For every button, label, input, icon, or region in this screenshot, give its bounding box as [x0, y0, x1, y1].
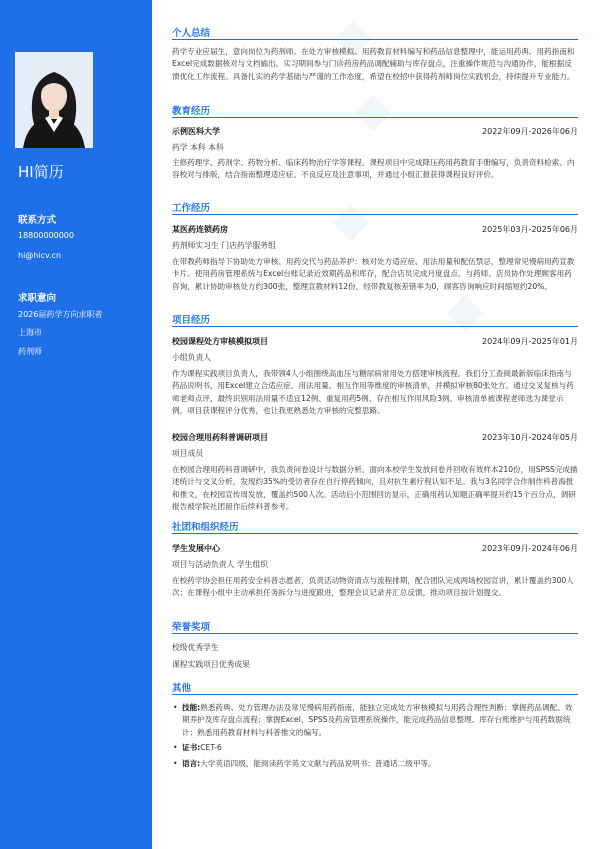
section-work-heading — [172, 199, 578, 215]
main-content — [152, 0, 600, 849]
school-name: 示例医科大学 — [172, 127, 220, 136]
project-row — [172, 432, 578, 444]
work-text: 在带教药师指导下协助处方审核、用药交代与药品养护：核对处方适应症、用法用量和配伍禁忌，整理常见慢病用药宣教卡片。使用药房管理系统与Excel台账记录近效期药品和库存，配合店员完成月度盘点。与药师、店员协作处理顾客用药咨询，累计协助审核处方约300张，整理宣教材料12份，经带教复核差错率为0，顾客咨询响应时间缩短约20%。 — [172, 257, 575, 291]
honor-item: 课程实践项目优秀成果 — [172, 660, 250, 669]
campus-role: 项目与活动负责人 学生组织 — [172, 560, 269, 569]
others-item: • 技能:熟悉药典、处方管理办法及常见慢病用药指南，能独立完成处方审核模拟与用药合理性判断；掌握药品调配、效期养护及库存盘点流程；掌握Excel、SPSS及药房管理系统操作，能完成药品信息整理、库存台账维护与用药数据统计；熟悉用药教育材料与科普推文的编写。 — [172, 702, 578, 739]
intent-position: 药剂师 — [18, 347, 42, 356]
education-text: 主修药理学、药剂学、药物分析、临床药物治疗学等课程。课程项目中完成降压药用药教育手册编写，负责资料检索、内容校对与排版，结合指南整理适应症、不良反应及注意事项，并通过小组汇报获得课程良好评价。 — [172, 158, 575, 180]
project-dates: 2024年09月-2025年01月 — [482, 337, 578, 346]
section-others-heading — [172, 679, 578, 695]
campus-text: 在校药学协会担任用药安全科普志愿者，负责活动物资清点与流程排期，配合团队完成两场校园宣讲，累计覆盖约300人次；在课程小组中主动承担任务拆分与进度跟进，整理会议记录并汇总反馈，推动项目按计划提交。 — [172, 576, 574, 598]
work-dates: 2025年03月-2025年06月 — [482, 225, 578, 234]
sidebar — [0, 0, 152, 849]
avatar — [15, 52, 93, 148]
email-address: hi@hicv.cn — [18, 251, 62, 260]
work-role: 药剂师实习生 门店药学服务组 — [172, 241, 276, 250]
education-dates: 2022年09月-2026年06月 — [482, 127, 578, 136]
section-honors-heading — [172, 618, 578, 634]
section-projects-heading — [172, 311, 578, 327]
section-title: 荣誉奖项 — [172, 622, 211, 633]
intent-heading: 求职意向 — [18, 293, 57, 304]
section-education-heading — [172, 102, 578, 118]
section-title: 工作经历 — [172, 203, 211, 214]
project-name: 校园合理用药科普调研项目 — [172, 433, 268, 442]
education-degree: 药学 本科 本科 — [172, 143, 224, 152]
project-dates: 2023年10月-2024年05月 — [482, 433, 578, 442]
others-item: • 语言:大学英语四级，能阅读药学英文文献与药品说明书；普通话二级甲等。 — [172, 758, 578, 770]
intent-role: 2026届药学方向求职者 — [18, 310, 103, 319]
intent-city: 上海市 — [18, 328, 42, 337]
work-row — [172, 224, 578, 236]
contact-heading: 联系方式 — [18, 215, 57, 226]
section-title: 个人总结 — [172, 28, 211, 39]
resume-title: HI简历 — [18, 163, 64, 181]
project-row — [172, 336, 578, 348]
others-item: • 证书:CET-6 — [172, 742, 578, 754]
honor-item: 校级优秀学生 — [172, 643, 219, 652]
others-list — [172, 702, 578, 773]
section-title: 社团和组织经历 — [172, 522, 239, 533]
project-text: 作为课程实践项目负责人，我带领4人小组围绕高血压与糖尿病常用处方搭建审核流程。我们分工查阅最新版临床指南与药品说明书，用Excel建立合适应症、用法用量、相互作用等维度的审核清单，并模拟审核80张处方。通过交叉复核与药师老师点评，最终识别用法用量不适宜12例、重复用药5例、存在相互作用风险3例。审核清单被课程老师选为课堂示例，项目获课程评分优秀，也让我更熟悉处方审核的完整思路。 — [172, 369, 574, 416]
project-text: 在校园合理用药科普调研中，我负责问卷设计与数据分析。面向本校学生发放问卷并回收有效样本210份，用SPSS完成描述统计与交叉分析，发现约35%的受访者存在自行停药倾向，且对抗生素疗程认知不足。我与3名同学合作制作科普海报和推文，在校园宣传周发放，覆盖约500人次。活动后小范围回访显示，正确用药认知题正确率提升约15个百分点，调研报告被学院社团留作后续科普参考。 — [172, 465, 578, 512]
education-row — [172, 126, 578, 138]
avatar-photo — [15, 52, 93, 148]
section-summary-heading — [172, 24, 578, 40]
campus-dates: 2023年09月-2024年06月 — [482, 544, 578, 553]
campus-row — [172, 543, 578, 555]
phone-number: 18800000000 — [18, 231, 74, 240]
project-name: 校园课程处方审核模拟项目 — [172, 337, 268, 346]
company-name: 某医药连锁药房 — [172, 225, 228, 234]
section-campus-heading — [172, 518, 578, 534]
section-title: 教育经历 — [172, 106, 211, 117]
project-role: 小组负责人 — [172, 353, 211, 362]
summary-text: 药学专业应届生，意向岗位为药剂师。在处方审核模拟、用药教育材料编写和药品信息整理中，能运用药典、用药指南和Excel完成数据核对与文档输出。实习期间参与门诊药房药品调配辅助与库存盘点，注重操作规范与沟通协作，能根据反馈优化工作流程。具备扎实的药学基础与严谨的工作态度，希望在校招中获得药剂师岗位实践机会，持续提升专业能力。 — [172, 47, 575, 81]
section-title: 项目经历 — [172, 315, 211, 326]
project-role: 项目成员 — [172, 449, 204, 458]
section-title: 其他 — [172, 683, 192, 694]
org-name: 学生发展中心 — [172, 544, 220, 553]
